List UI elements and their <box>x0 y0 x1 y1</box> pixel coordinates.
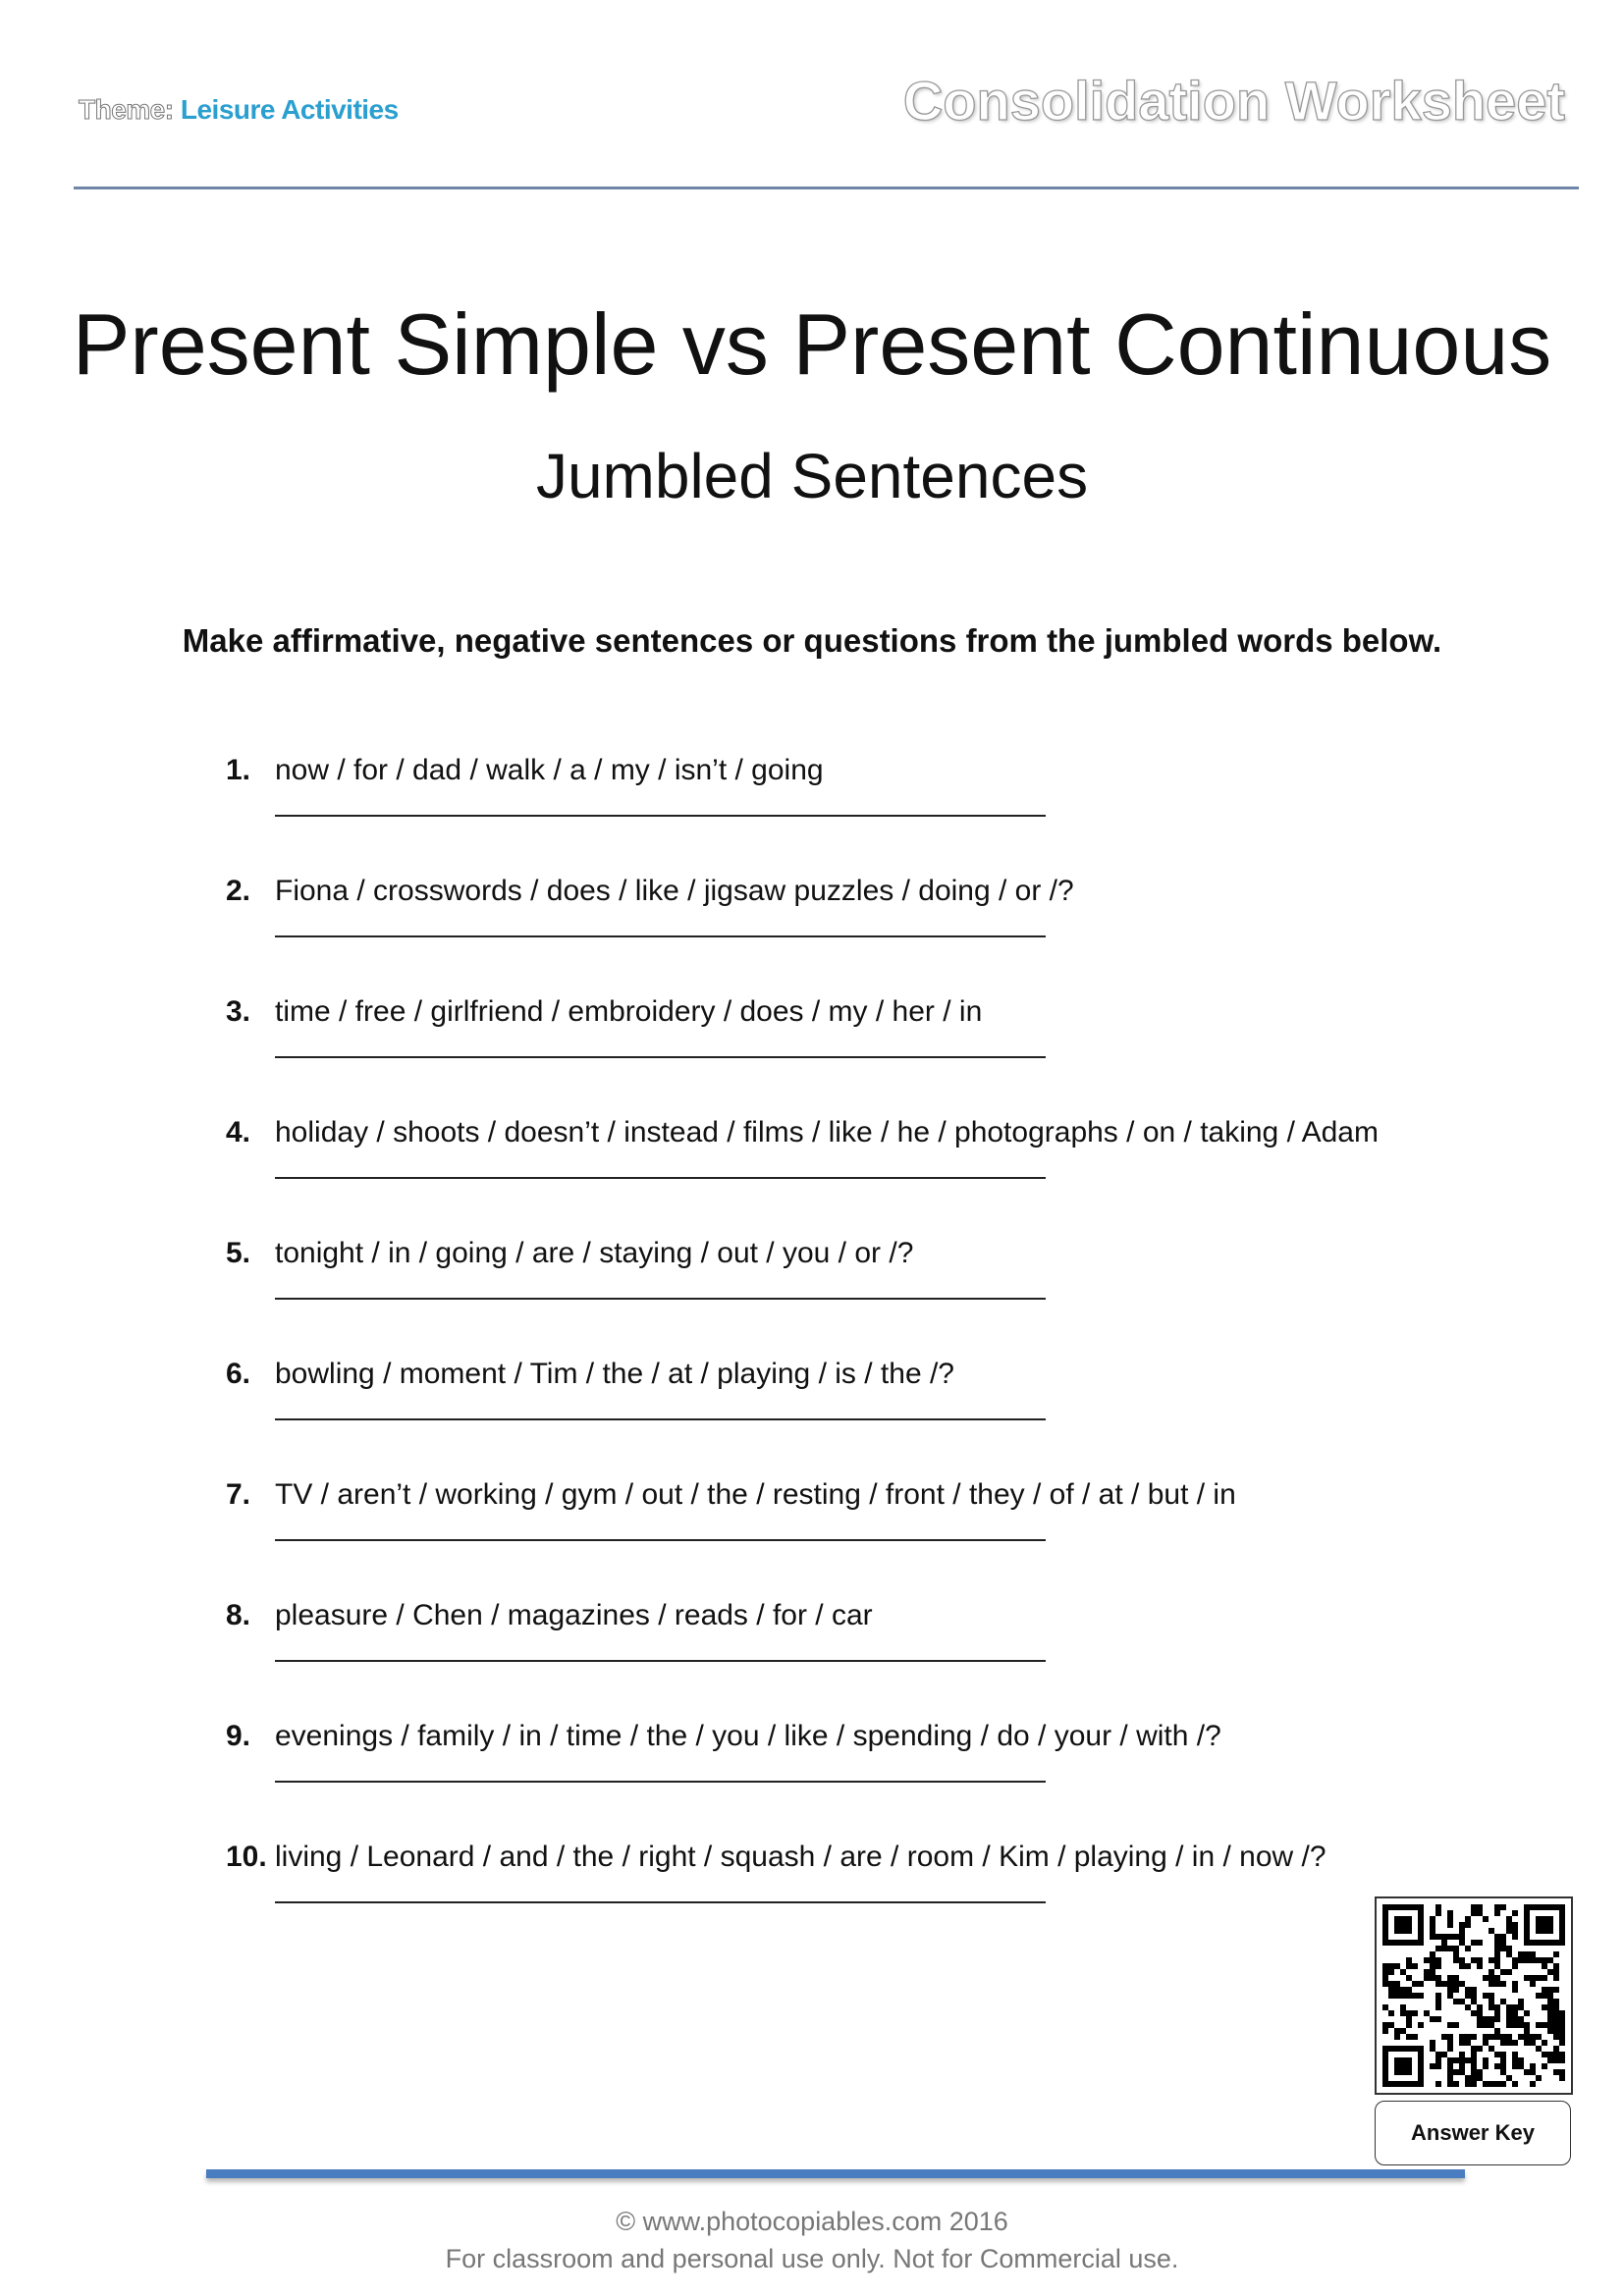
item-words: Fiona / crosswords / does / like / jigsaw puzzles / doing / or /? <box>275 875 1074 907</box>
qr-code[interactable] <box>1375 1896 1573 2095</box>
item-words: living / Leonard / and / the / right / squash / are / room / Kim / playing / in / now /? <box>275 1841 1326 1873</box>
instructions: Make affirmative, negative sentences or questions from the jumbled words below. <box>182 622 1442 659</box>
item-words: evenings / family / in / time / the / you / like / spending / do / your / with /? <box>275 1720 1221 1752</box>
item-number: 7. <box>226 1478 251 1511</box>
page-title: Present Simple vs Present Continuous <box>72 295 1552 393</box>
item-words: tonight / in / going / are / staying / out / you / or /? <box>275 1237 914 1269</box>
header-divider <box>74 187 1579 189</box>
exercise-item <box>226 1841 1326 1874</box>
item-number: 9. <box>226 1720 251 1752</box>
item-words: holiday / shoots / doesn’t / instead / films / like / he / photographs / on / taking / Adam <box>275 1116 1379 1148</box>
answer-line[interactable] <box>275 1177 1046 1179</box>
item-words: now / for / dad / walk / a / my / isn’t / going <box>275 754 824 786</box>
answer-line[interactable] <box>275 1660 1046 1662</box>
theme-key: Theme: <box>79 94 174 125</box>
copyright: © www.photocopiables.com 2016 <box>616 2207 1008 2236</box>
theme-value: Leisure Activities <box>180 94 399 125</box>
usage-notice: For classroom and personal use only. Not for Commercial use. <box>445 2244 1179 2273</box>
exercise-item <box>226 1720 1221 1753</box>
item-number: 10. <box>226 1841 267 1873</box>
exercise-item <box>226 754 824 787</box>
exercise-item <box>226 1237 913 1270</box>
exercise-item <box>226 1599 873 1632</box>
exercise-item <box>226 1478 1236 1512</box>
item-number: 8. <box>226 1599 251 1631</box>
footer-divider <box>206 2169 1465 2178</box>
item-number: 3. <box>226 995 251 1028</box>
answer-line[interactable] <box>275 1539 1046 1541</box>
item-words: pleasure / Chen / magazines / reads / for / car <box>275 1599 873 1631</box>
qr-code-image <box>1377 1898 1571 2093</box>
item-number: 1. <box>226 754 251 786</box>
item-number: 5. <box>226 1237 251 1269</box>
answer-line[interactable] <box>275 935 1046 937</box>
answer-line[interactable] <box>275 1781 1046 1783</box>
answer-line[interactable] <box>275 1056 1046 1058</box>
worksheet-type: Consolidation Worksheet <box>902 70 1565 132</box>
item-words: TV / aren’t / working / gym / out / the / resting / front / they / of / at / but / in <box>275 1478 1236 1511</box>
exercise-item <box>226 1116 1379 1149</box>
item-words: bowling / moment / Tim / the / at / playing / is / the /? <box>275 1358 954 1390</box>
answer-key-button[interactable]: Answer Key <box>1375 2101 1571 2165</box>
page-subtitle: Jumbled Sentences <box>535 441 1089 511</box>
answer-line[interactable] <box>275 1298 1046 1300</box>
item-number: 6. <box>226 1358 251 1390</box>
exercise-item <box>226 875 1074 908</box>
theme-label <box>79 94 399 126</box>
exercise-item <box>226 995 982 1029</box>
answer-line[interactable] <box>275 1418 1046 1420</box>
answer-line[interactable] <box>275 1901 1046 1903</box>
answer-line[interactable] <box>275 815 1046 817</box>
item-words: time / free / girlfriend / embroidery / does / my / her / in <box>275 995 983 1028</box>
exercise-item <box>226 1358 954 1391</box>
item-number: 2. <box>226 875 251 907</box>
item-number: 4. <box>226 1116 251 1148</box>
